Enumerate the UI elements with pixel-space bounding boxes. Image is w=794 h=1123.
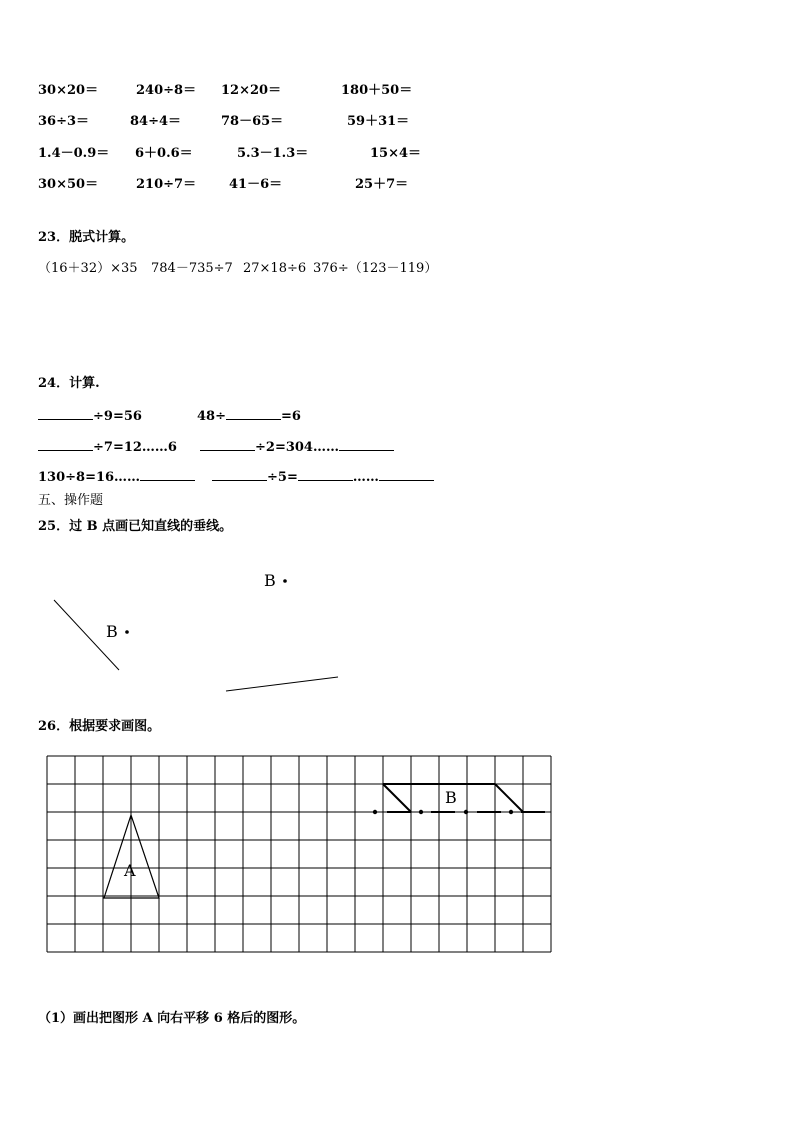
q23-item: 376÷（123－119） (313, 261, 438, 276)
point-b-label: B (106, 622, 118, 641)
q25-title: 25．过 B 点画已知直线的垂线。 (38, 519, 233, 534)
q23-item: 784－735÷7 (151, 261, 233, 276)
q24-row1b: 48÷ =6 (197, 409, 301, 424)
oral-item: 36÷3＝ (38, 114, 90, 129)
oral-item: 59＋31＝ (347, 114, 410, 129)
oral-item: 240÷8＝ (136, 83, 197, 98)
q26-title: 26．根据要求画图。 (38, 719, 161, 734)
oral-item: 180＋50＝ (341, 83, 413, 98)
q24-row1a: ÷9=56 (38, 407, 142, 425)
oral-item: 84÷4＝ (130, 114, 182, 129)
shape-b-label: B (445, 788, 457, 807)
q24-row3b: ÷5= …… (212, 468, 434, 486)
section-title: 五、操作题 (38, 493, 104, 508)
oral-item: 30×20＝ (38, 83, 99, 98)
q23-item: （16＋32）×35 (38, 261, 138, 276)
shape-a-label: A (124, 861, 136, 880)
oral-item: 5.3－1.3＝ (237, 146, 309, 161)
oral-item: 1.4－0.9＝ (38, 146, 110, 161)
point-b-label: B (264, 571, 276, 590)
oral-item: 25＋7＝ (355, 177, 409, 192)
oral-item: 30×50＝ (38, 177, 99, 192)
oral-item: 41－6＝ (229, 177, 283, 192)
q24-title: 24．计算. (38, 376, 100, 391)
q24-row2a: ÷7=12……6 (38, 438, 177, 456)
q24-row2b: ÷2=304…… (200, 438, 394, 456)
q23-title: 23．脱式计算。 (38, 230, 135, 245)
oral-item: 15×4＝ (370, 146, 422, 161)
oral-item: 78－65＝ (221, 114, 284, 129)
q24-row3a: 130÷8=16…… (38, 468, 195, 486)
q23-item: 27×18÷6 (243, 261, 307, 276)
q26-sub1: （1）画出把图形 A 向右平移 6 格后的图形。 (38, 1011, 306, 1026)
oral-item: 210÷7＝ (136, 177, 197, 192)
grid (47, 756, 551, 952)
oral-item: 12×20＝ (221, 83, 282, 98)
oral-item: 6＋0.6＝ (135, 146, 193, 161)
